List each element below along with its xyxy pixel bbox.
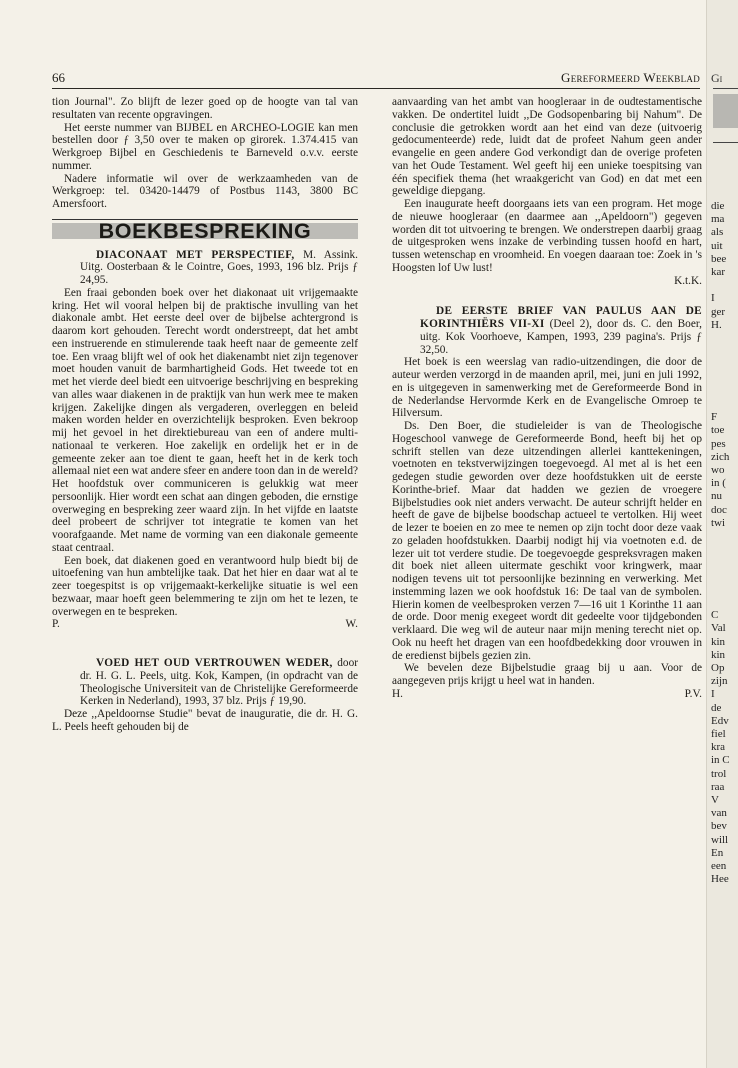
review-signature: K.t.K.	[674, 274, 702, 287]
divider	[713, 88, 738, 89]
review-paragraph: Een boek, dat diakenen goed en verantwoord hulp biedt bij de uitoefening van hun ambtelijke taak. Dat het hier en daar wat al te zeer toegespitst is op vrijgemaakt-kerkelijke situatie is wel een bezwaar, maar hoeft geen belemmering te zijn om het te lezen, te overwegen en te bespreken.	[52, 554, 358, 618]
next-page-text-fragment: zich	[711, 450, 730, 463]
next-page-header-fragment: Gi	[711, 71, 723, 85]
signature-right: P.V.	[684, 687, 702, 700]
next-page-text-fragment: nu	[711, 490, 722, 503]
next-page-text-fragment: die	[711, 200, 725, 212]
review-heading	[392, 305, 702, 356]
next-page-text-fragment: H.	[711, 318, 722, 331]
next-page-text-fragment: in (	[711, 477, 726, 490]
review-signature	[392, 688, 702, 701]
next-page-text-fragment: zijn	[711, 675, 728, 688]
review-title: VOED HET OUD VERTROUWEN WEDER,	[96, 657, 333, 669]
next-page-text-fragment: Hee	[711, 873, 729, 886]
next-page-text-fragment: in C	[711, 754, 730, 767]
intro-paragraph: Het eerste nummer van BIJBEL en ARCHEO-LOGIE kan men bestellen door ƒ 3,50 over te maken op girorek. 1.374.415 van Werkgroep Bijbel en Geschiedenis te Barneveld o.v.v. eerste nummer.	[52, 121, 358, 172]
next-page-text-fragment: F	[711, 411, 718, 424]
next-page-text-fragment: kar	[711, 266, 726, 278]
next-page-text-fragment: will	[711, 833, 729, 846]
signature-left: P.	[52, 618, 60, 631]
review-meta: (Deel 2), door ds. C. den Boer, uitg. Kok Voorhoeve, Kampen, 1993, 239 pagina's. Prijs ƒ 32,50.	[420, 318, 702, 356]
next-page-text-fragment: een	[711, 860, 727, 872]
review-heading	[52, 249, 358, 287]
intro-paragraph: Nadere informatie wil over de werkzaamheden van de Werkgroep: tel. 03420-14479 of Postbus 1143, 3800 BC Amersfoort.	[52, 172, 358, 210]
review-meta: door dr. H. G. L. Peels, uitg. Kok, Kampen, (in opdracht van de Theologische Universiteit van de Christelijke Gereformeerde Kerken in Nederland), 1993, 37 blz. Prijs ƒ 19,90.	[80, 657, 358, 708]
next-page-text-fragment: V	[711, 794, 719, 806]
next-page-text-fragment: de	[711, 701, 722, 714]
signature-right: W.	[345, 618, 358, 631]
next-page-text-fragment: wo	[711, 464, 725, 476]
next-page-text-fragment: kra	[711, 741, 726, 754]
review-heading	[52, 657, 358, 708]
next-page-text-fragment: Val	[711, 622, 726, 635]
next-page-text-fragment: trol	[711, 767, 727, 780]
next-page-text-fragment: uit	[711, 239, 723, 252]
next-page-text-fragment: En	[711, 846, 724, 859]
page-number: 66	[52, 70, 65, 85]
spacer	[392, 287, 702, 305]
intro-paragraph: tion Journal". Zo blijft de lezer goed op de hoogte van tal van resultaten van recente opgravingen.	[52, 96, 358, 121]
next-page-text-fragment: toe	[711, 424, 725, 437]
next-page-text-fragment: ger	[711, 305, 726, 318]
review-title: DIACONAAT MET PERSPECTIEF,	[96, 248, 295, 261]
next-page-text-fragment: ma	[711, 213, 725, 226]
next-page-text-fragment: van	[711, 807, 727, 820]
next-page-text-fragment: doc	[711, 503, 727, 516]
next-page-text-fragment: als	[711, 226, 724, 239]
next-page-edge	[706, 0, 738, 1068]
divider	[713, 142, 738, 143]
next-page-text-fragment: twi	[711, 516, 726, 529]
next-page-text-fragment: C	[711, 609, 719, 622]
page-header	[52, 70, 700, 89]
next-page-text-fragment: bev	[711, 820, 727, 833]
review-paragraph: We bevelen deze Bijbelstudie graag bij u aan. Voor de aangegeven prijs krijgt u heel wat in handen.	[392, 662, 702, 687]
review-paragraph: aanvaarding van het ambt van hoogleraar in de oudtestamentische vakken. De ondertitel luidt ,,De Godsopenbaring bij Nahum". De conclusie die getrokken wordt aan het eind van deze (uitvoerig gedocumenteerde) rede, luidt dat de profeet Nahum geen ander evangelie en geen andere God verkondigt dan de overige profeten van het Oude Testament. Wel geeft hij een unieke toespitsing van één specifiek thema (het wraakgericht van God) en dat met een geweldige diepgang.	[392, 96, 702, 198]
next-page-text-fragment: kin	[711, 648, 726, 661]
left-column	[52, 96, 358, 734]
review-paragraph: Deze ,,Apeldoornse Studie" bevat de inauguratie, die dr. H. G. L. Peels heeft gehouden bij de	[52, 708, 358, 733]
signature-left: H.	[392, 687, 403, 700]
next-page-text-fragment: raa	[711, 780, 725, 793]
review-signature	[52, 618, 358, 631]
next-page-text-fragment: I	[711, 688, 715, 701]
right-column	[392, 96, 702, 701]
review-paragraph: Het boek is een weerslag van radio-uitzendingen, die door de auteur werden verzorgd in de maanden april, mei, juni en juli 1992, en is uitgegeven in samenwerking met de Gereformeerde Bond in de Nederlandse Hervormde Kerk en de Evangelische Omroep te Hilversum.	[392, 356, 702, 420]
section-title: BOEKBESPREKING	[52, 223, 358, 239]
next-page-text-fragment: I	[711, 292, 715, 305]
review-paragraph: Een inaugurate heeft doorgaans iets van een program. Het moge de nieuwe hoogleraar (en daarmee aan ,,Apeldoorn") gegeven worden dit tot uitvoering te brengen. We onderstrepen daarbij graag de uitgesproken wens inzake de verbinding tussen hoofd en hart, tussen wetenschap en vroomheid. En voegen daaraan toe: Zoek in 's Hoogsten lof Uw lust!	[392, 198, 702, 274]
next-page-text-fragment: fiel	[711, 728, 726, 740]
next-page-text-fragment: pes	[711, 437, 726, 450]
review-meta: M. Assink. Uitg. Oosterbaan & le Cointre, Goes, 1993, 196 blz. Prijs ƒ 24,95.	[80, 248, 359, 286]
review-paragraph: Ds. Den Boer, die studieleider is van de Theologische Hogeschool vanwege de Gereformeerde Bond, heeft bij het op schrift stellen van deze uitzendingen allerlei kanttekeningen, voetnoten en tekstverwijzingen toegevoegd. Al met al is het een gedegen studie geworden over deze hoofdstukken uit de eerste Korinthe-brief. Maar dat hadden we gezien de vroegere Bijbelstudies ook niet anders verwacht. De auteur schrijft helder en heeft de gave de bijbelse boodschap actueel te vertolken. Hij weet de lezer te boeien en zo mee te nemen op zijn tocht door deze vaak zo geladen hoofdstukken. Daarbij nodigt hij via voetnoten e.d. de lezer uit tot verdere studie. De toegevoegde gespreksvragen maken dit boek niet alleen uitermate geschikt voor kringwerk, maar nodigen tevens uit tot persoonlijke bezinning en verwerking. Met instemming lazen we ook hoofdstuk 16: De taal van de symbolen. Hierin komen de veelbesproken verzen 7—16 uit 1 Korinthe 11 aan de orde. Door menig exegeet wordt dit gedeelte voor tijdgebonden verklaard. Die weg wil de auteur naar mijn mening terecht niet op. Ook nu heeft het dragen van een hoofdbedekking door vrouwen in de eredienst bijbels gezien zin.	[392, 420, 702, 662]
review-title: DE EERSTE BRIEF VAN PAULUS AAN DE KORINTHIËRS VII-XI	[420, 305, 702, 330]
next-page-title-bar	[713, 94, 738, 128]
next-page-text-fragment: Op	[711, 662, 725, 674]
next-page-text-fragment: bee	[711, 252, 727, 265]
next-page-text-fragment: kin	[711, 635, 726, 648]
next-page-text-fragment: Edv	[711, 714, 729, 727]
publication-title: Gereformeerd Weekblad	[561, 70, 700, 85]
spacer	[52, 631, 358, 657]
review-paragraph: Een fraai gebonden boek over het diakonaat uit vrijgemaakte kring. Het wil vooral helpen bij de praktische invulling van het diakonale ambt. Het eerste deel over de bijbelse achtergrond is daarom kort gehouden. Terecht wordt onderstreept, dat het ambt een instruerende en stimulerende taak heeft naar de gemeente zelf toe. Een vraag blijft wel of ook het diakenambt niet zijn tegenover moet houden vanuit de barmhartigheid Gods. Het tweede tot en met het vierde deel biedt een uitvoerige beschrijving en bespreking van alles waar diakenen in de praktijk van hun werk mee te maken krijgen. Zakelijke dingen als vergaderen, overleggen en beleid maken worden helder en overzichtelijk besproken. Even bekroop mij het gevoel in het direktiebureau van een of andere multi-nationaal te verkeren. Hoe zakelijk en ordelijk het er in de gemeente zeker aan toe dient te gaan, heeft het in de kerk toch allemaal niet een wat andere sfeer en andere toon dan in de wereld? Het hoofdstuk over communiceren is gelukkig wat meer persoonlijk. Hier wordt een schat aan dingen geboden, die ernstige overweging en bespreking zeer waard zijn. In het vijfde en laatste deel probeert de schrijver tot integratie te komen van het voorafgaande. Met name de vorming van een diakonale gemeente staat centraal.	[52, 286, 358, 554]
